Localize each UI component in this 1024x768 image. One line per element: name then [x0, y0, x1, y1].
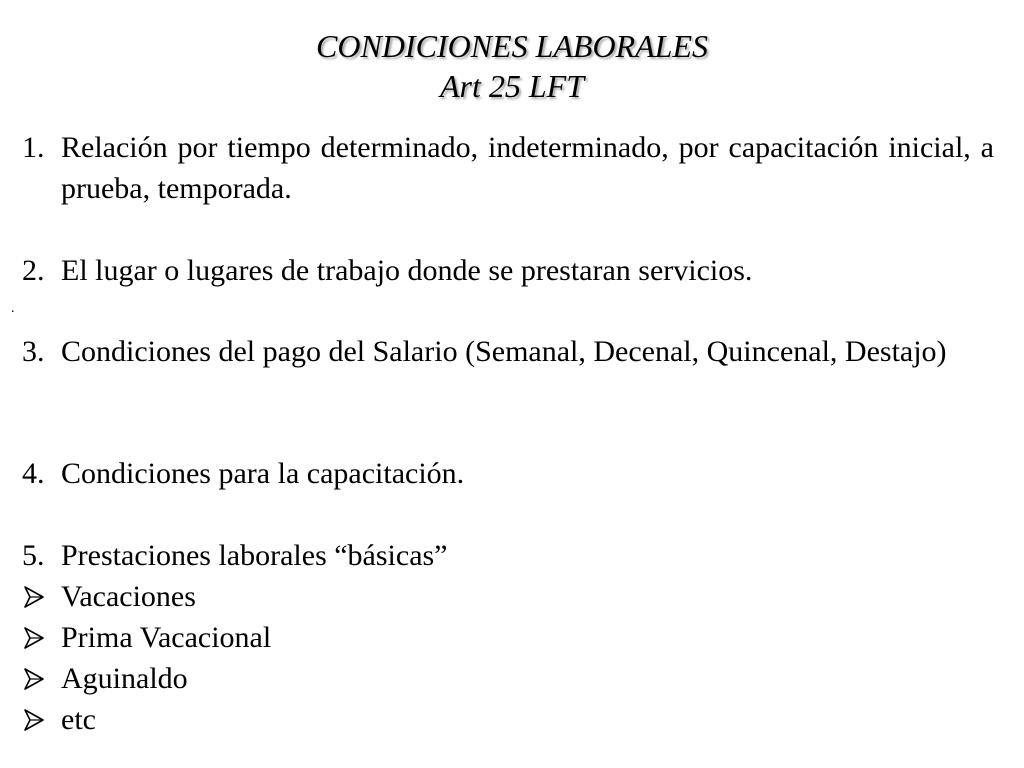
list-item-1	[22, 127, 994, 209]
stray-mark: .	[11, 301, 15, 316]
list-item-2	[22, 250, 994, 291]
list-item-3	[22, 331, 994, 372]
slide-title	[0, 26, 1024, 106]
list-item-5	[22, 535, 994, 576]
title-line-2: Art 25 LFT	[439, 68, 585, 104]
list-item-text: El lugar o lugares de trabajo donde se prestaran servicios.	[61, 254, 753, 287]
list-item-text: Relación por tiempo determinado, indeterminado, por capacitación inicial, a prueba, temporada.	[61, 131, 994, 205]
sub-bullet-text: Prima Vacacional	[61, 621, 272, 654]
list-item-number: 4.	[22, 457, 45, 490]
sub-bullet-2	[22, 617, 994, 658]
arrow-bullet-icon	[22, 708, 46, 732]
list-item-text: Condiciones del pago del Salario (Semanal, Decenal, Quincenal, Destajo)	[61, 335, 947, 368]
arrow-bullet-icon	[22, 626, 46, 650]
list-item-number: 3.	[22, 335, 45, 368]
list-item-number: 1.	[22, 131, 45, 164]
sub-bullet-text: etc	[61, 703, 96, 736]
list-item-number: 2.	[22, 254, 45, 287]
title-line-1: CONDICIONES LABORALES	[316, 28, 708, 64]
list-item-text: Prestaciones laborales “básicas”	[61, 539, 448, 572]
arrow-bullet-icon	[22, 667, 46, 691]
list-item-text: Condiciones para la capacitación.	[61, 457, 465, 490]
sub-bullet-1	[22, 576, 994, 617]
arrow-bullet-icon	[22, 585, 46, 609]
sub-bullet-text: Vacaciones	[61, 580, 196, 613]
sub-bullet-3	[22, 658, 994, 699]
sub-bullet-text: Aguinaldo	[61, 662, 188, 695]
sub-bullet-4	[22, 699, 994, 740]
list-item-number: 5.	[22, 539, 45, 572]
list-item-4	[22, 453, 994, 494]
